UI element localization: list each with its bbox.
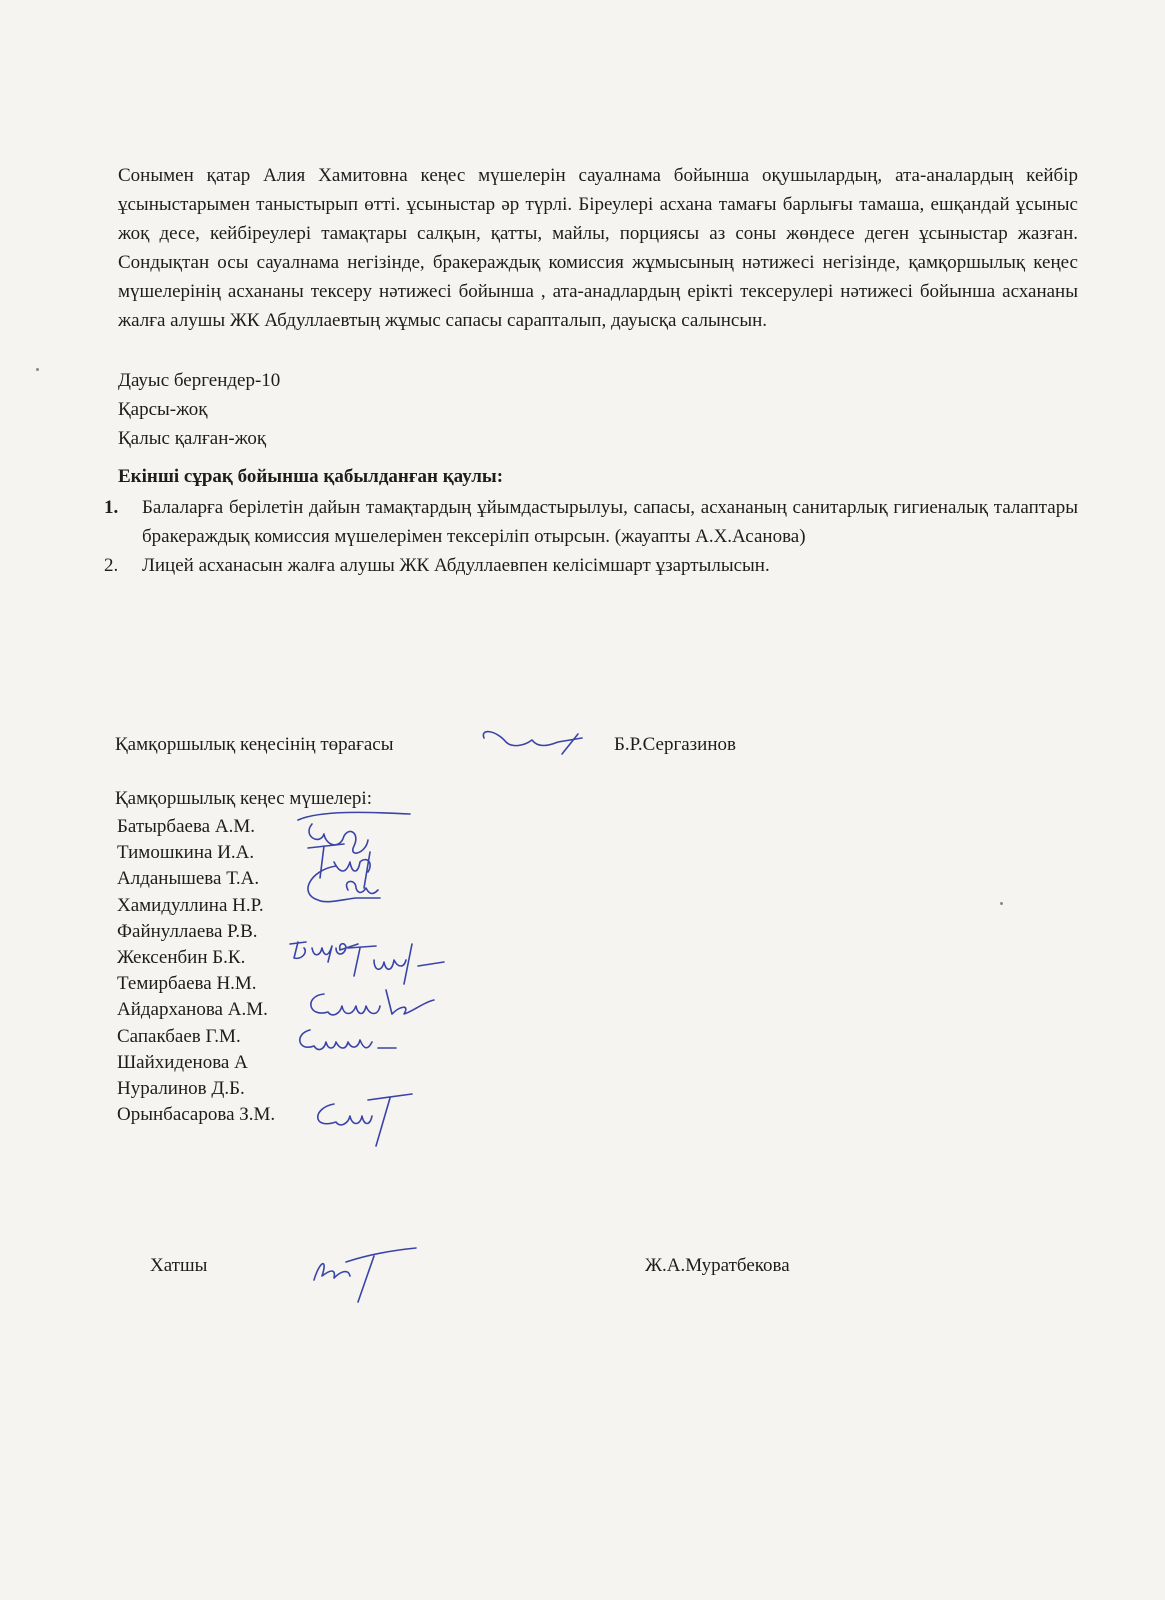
member-name: Нуралинов Д.Б.	[117, 1077, 245, 1099]
member-name: Шайхиденова А	[117, 1051, 248, 1073]
votes-abstained: Қалыс қалған-жоқ	[118, 428, 267, 449]
secretary-signature	[300, 1240, 420, 1310]
member-name: Батырбаева А.М.	[117, 816, 255, 837]
decision-title: Екінші сұрақ бойынша қабылданған қаулы:	[118, 466, 504, 487]
main-paragraph: Сонымен қатар Алия Хамитовна кеңес мүшелерін сауалнама бойынша оқушылардың, ата-аналардың кейбір ұсыныстарымен таныстырып өтті. ұсыныстар әр түрлі. Біреулері асхана тамағы барлығы тамаша, ешқандай ұсыныс жоқ десе, кейбіреулері тамақтары салқын, қатты, майлы, порциясы аз соны жөндесе деген ұсыныстар жазған. Сондықтан осы сауалнама негізінде, бракераждық комиссия жұмысының нәтижесі негізінде, қамқоршылық кеңес мүшелерінің асхананы тексеру нәтижесі бойынша , ата-анадлардың ерікті тексерулері нәтижесі бойынша асхананы жалға алушы ЖК Абдуллаевтың жұмыс сапасы сарапталып, дауысқа салынсын.	[118, 165, 1078, 331]
votes-against: Қарсы-жоқ	[118, 399, 208, 420]
member-name: Айдарханова А.М.	[117, 999, 268, 1021]
member-name: Темирбаева Н.М.	[117, 973, 257, 995]
decision-item-text: Лицей асханасын жалға алушы ЖК Абдуллаевпен келісімшарт ұзартылысын.	[142, 555, 770, 576]
decision-item	[104, 493, 1078, 551]
chair-signature	[478, 724, 588, 764]
members-title: Қамқоршылық кеңес мүшелері:	[115, 788, 372, 809]
members-list	[117, 814, 275, 1128]
decision-item	[104, 551, 1078, 580]
chair-name: Б.Р.Сергазинов	[614, 734, 736, 755]
member-name: Файнуллаева Р.В.	[117, 920, 258, 942]
scan-speck	[1000, 902, 1003, 905]
member-name: Жексенбин Б.К.	[117, 946, 246, 968]
member-name: Хамидуллина Н.Р.	[117, 894, 264, 916]
member-signature	[296, 860, 386, 908]
member-name: Алданышева Т.А.	[117, 868, 260, 890]
decision-list	[104, 493, 1078, 580]
decision-item-text: Балаларға берілетін дайын тамақтардың ұйымдастырылуы, сапасы, асхананың санитарлық гигиеналық талаптары бракераждық комиссия мүшелерімен тексеріліп отырсын. (жауапты А.Х.Асанова)	[142, 497, 1078, 547]
member-name: Тимошкина И.А.	[117, 842, 255, 864]
secretary-name: Ж.А.Муратбекова	[645, 1255, 790, 1276]
member-signature	[292, 1020, 402, 1064]
chair-title: Қамқоршылық кеңесінің төрағасы	[115, 734, 394, 755]
decision-item-number: 1.	[104, 497, 119, 518]
decision-item-number: 2.	[104, 555, 119, 576]
member-name: Сапакбаев Г.М.	[117, 1025, 241, 1047]
votes-for: Дауыс бергендер-10	[118, 370, 281, 391]
scan-speck	[36, 368, 39, 371]
secretary-title: Хатшы	[150, 1255, 208, 1276]
member-name: Орынбасарова З.М.	[117, 1104, 276, 1126]
member-signature	[308, 1090, 418, 1150]
